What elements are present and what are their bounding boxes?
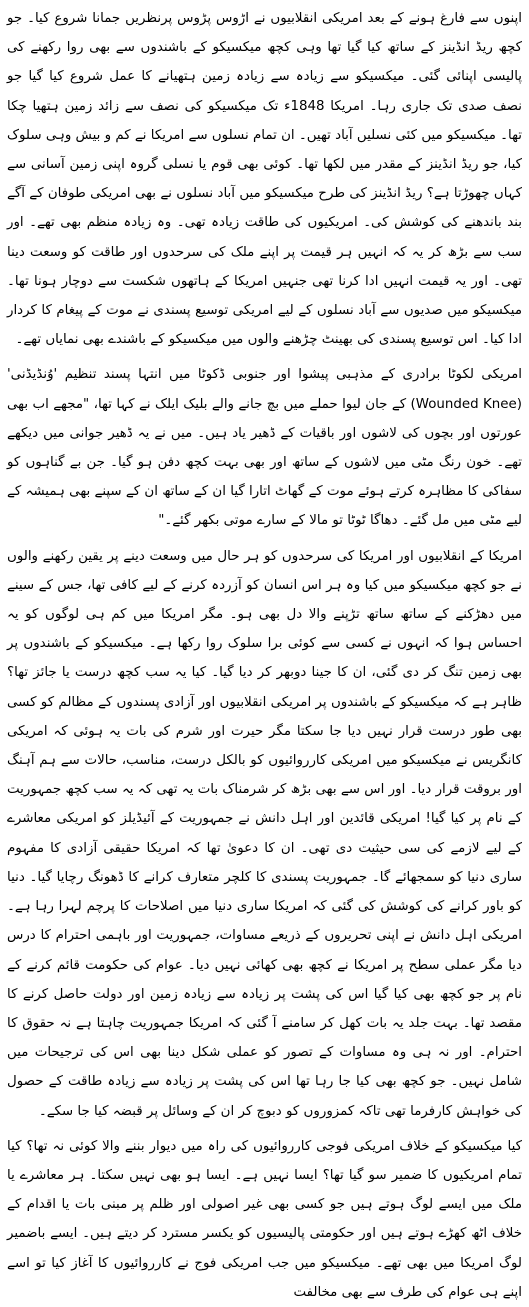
paragraph-4: کیا میکسیکو کے خلاف امریکی فوجی کارروائیوں کی راہ میں دیوار بننے والا کوئی نہ تھا؟ کیا تمام امریکیوں کا ضمیر سو گیا تھا؟ ایسا نہیں ہے۔ ایسا ہو بھی نہیں سکتا۔ ہر معاشرے یا ملک میں ایسے لوگ ہوتے ہیں جو کسی بھی غیر اصولی اور ظلم پر مبنی بات یا اقدام کے خلاف اٹھ کھڑے ہوتے ہیں اور حکومتی پالیسیوں کو یکسر مسترد کر دیتے ہیں۔ ایسے باضمیر لوگ امریکا میں بھی تھے۔ میکسیکو میں جب امریکی فوج نے کارروائیوں کا آغاز کیا تو اسے اپنے ہی عوام کی طرف سے بھی مخالفت bbox=[7, 1138, 522, 1300]
paragraph-2: امریکی لکوٹا برادری کے مذہبی پیشوا اور جنوبی ڈکوٹا میں انتہا پسند تنظیم 'وُنڈیڈنی' (Wounded Knee) کے جان لیوا حملے میں بچ جانے والے بلیک ایلک نے کہا تھا، "مجھے اب بھی عورتوں اور بچوں کی لاشوں اور باقیات کے ڈھیر یاد ہیں۔ میں نے یہ ڈھیر جوانی میں دیکھے تھے۔ خون رنگ مٹی میں لاشوں کے ساتھ اور بھی بہت کچھ دفن ہو گیا۔ جن بے گناہوں کو سفاکی کا مظاہرہ کرتے ہوئے موت کے گھاٹ اتارا گیا ان کے ساتھ ان کے سپنے بھی ہمیشہ کے لیے مٹی میں مل گئے۔ دھاگا ٹوٹا تو مالا کے سارے موتی بکھر گئے۔" bbox=[7, 367, 522, 529]
paragraph-3: امریکا کے انقلابیوں اور امریکا کی سرحدوں کو ہر حال میں وسعت دینے پر یقین رکھنے والوں نے جو کچھ میکسیکو میں کیا وہ ہر اس انسان کو آزردہ کرنے کے لیے کافی تھا، جس کے سینے میں دھڑکنے کے ساتھ ساتھ تڑپنے والا دل بھی ہو۔ مگر امریکا میں کم ہی لوگوں کو یہ احساس ہوا کہ انہوں نے کسی سے کوئی برا سلوک روا رکھا ہے۔ میکسیکو کے باشندوں پر بھی زمین تنگ کر دی گئی، ان کا جینا دوبھر کر دیا گیا۔ کیا یہ سب کچھ درست یا جائز تھا؟ ظاہر ہے کہ میکسیکو کے باشندوں پر امریکی انقلابیوں اور آزادی پسندوں کے مظالم کو کسی بھی طور درست قرار نہیں دیا جا سکتا مگر حیرت اور شرم کی بات یہ ہوئی کہ امریکی کانگریس نے میکسیکو میں امریکی کارروائیوں کو بالکل درست، مناسب، حالات سے ہم آہنگ اور بروقت قرار دیا۔ اور اس سے بھی بڑھ کر شرمناک بات یہ تھی کہ یہ سب کچھ جمہوریت کے نام پر کیا گیا! امریکی قائدین اور اہل دانش نے جمہوریت کے آئیڈیلز کو امریکی معاشرے کے لیے لازمے کی سی حیثیت دی تھی۔ ان کا دعویٰ تھا کہ امریکا حقیقی آزادی کا مفہوم ساری دنیا کو سمجھائے گا۔ جمہوریت پسندی کا کلچر متعارف کرانے کا ڈھونگ رچایا گیا۔ دنیا کو باور کرانے کی کوشش کی گئی کہ امریکا ساری دنیا میں اصلاحات کا پرچم لہرا رہا ہے۔ امریکی اہل دانش نے اپنی تحریروں کے ذریعے مساوات، جمہوریت اور باہمی احترام کا درس دیا مگر عملی سطح پر امریکا نے کچھ بھی کھائی نہیں دیا۔ عوام کی حکومت قائم کرنے کے نام پر جو کچھ بھی کیا گیا اس کی پشت پر زیادہ سے زیادہ زمین اور دولت حاصل کرنے کا مقصد تھا۔ بہت جلد یہ بات کھل کر سامنے آ گئی کہ امریکا جمہوریت چاہتا ہے نہ حقوق کا احترام۔ اور نہ ہی وہ مساوات کے تصور کو عملی شکل دینا بھی اس کی ترجیحات میں شامل نہیں۔ جو کچھ بھی کیا جا رہا تھا اس کی پشت پر زیادہ سے زیادہ طاقت کے حصول کی خواہش کارفرما تھی تاکہ کمزوروں کو دبوچ کر ان کے وسائل پر قبضہ کیا جا سکے۔ bbox=[7, 548, 522, 1119]
paragraph-1: اپنوں سے فارغ ہونے کے بعد امریکی انقلابیوں نے اڑوس پڑوس پرنظریں جمانا شروع کیا۔ جو کچھ ریڈ انڈینز کے ساتھ کیا گیا تھا وہی کچھ میکسیکو کے باشندوں سے بھی روا رکھنے کی پالیسی اپنائی گئی۔ میکسیکو سے زیادہ سے زیادہ زمین ہتھیانے کا عمل شروع کیا گیا جو نصف صدی تک جاری رہا۔ امریکا 1848ء تک میکسیکو کی نصف سے زائد زمین ہتھیا چکا تھا۔ میکسیکو میں کئی نسلیں آباد تھیں۔ ان تمام نسلوں سے امریکا نے کم و بیش وہی سلوک کیا، جو ریڈ انڈینز کے مقدر میں لکھا تھا۔ کوئی بھی قوم یا نسلی گروہ اپنی زمین آسانی سے کہاں چھوڑتا ہے؟ ریڈ انڈینز کی طرح میکسیکو میں آباد نسلوں نے بھی امریکی طوفان کے آگے بند باندھنے کی کوشش کی۔ امریکیوں کی طاقت زیادہ تھی۔ وہ زیادہ منظم بھی تھے۔ اور سب سے بڑھ کر یہ کہ انہیں ہر قیمت پر اپنے ملک کی سرحدوں اور طاقت کو وسعت دینا تھی۔ اور یہ قیمت انہیں ادا کرنا تھی جنہیں امریکا کے ہاتھوں شکست سے دوچار ہونا تھا۔ میکسیکو میں صدیوں سے آباد نسلوں کے لیے امریکی توسیع پسندی نے موت کے پیغام کا کردار ادا کیا۔ اس توسیع پسندی کی بھینٹ چڑھنے والوں میں میکسیکو کے باشندے بھی نمایاں تھے۔ bbox=[7, 11, 523, 348]
